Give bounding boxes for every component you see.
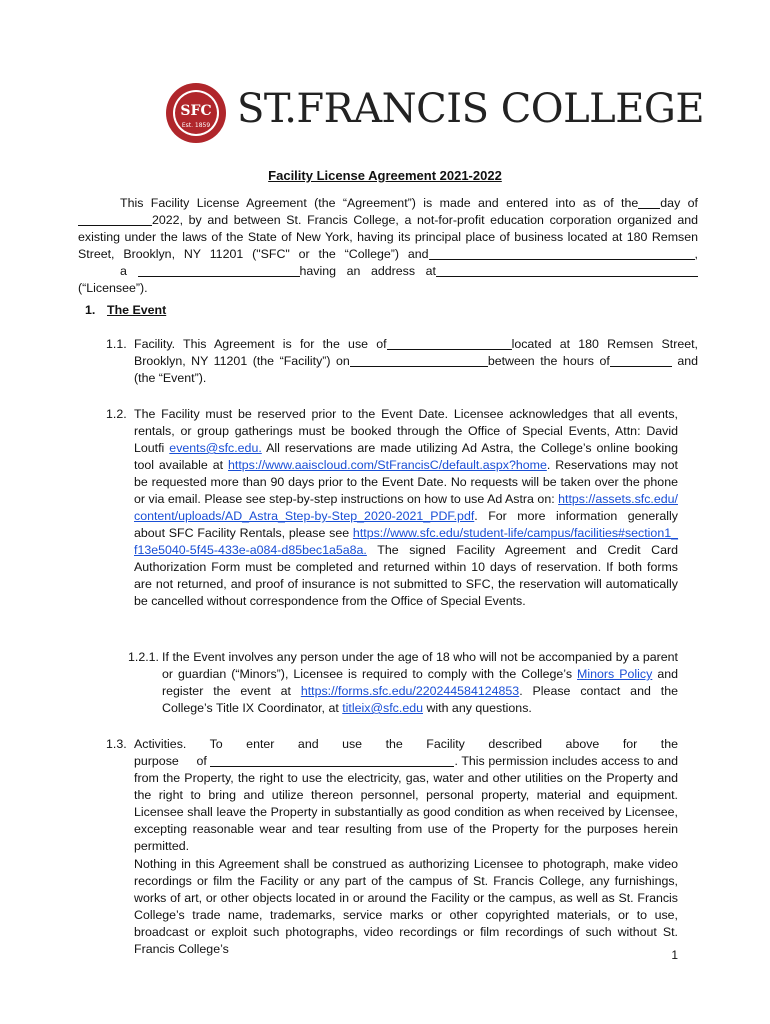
clause-1-2-1-number: 1.2.1. xyxy=(128,650,160,664)
college-logo xyxy=(165,82,705,144)
clause-1-2-text-3: . Reservations may not be requested more than 90 days prior to the Event Date. No requests will be taken over the phone or via email. Please see step-by-step instructions on how to use Ad Astra on: xyxy=(134,458,678,506)
clause-1-1 xyxy=(134,336,698,387)
clause-1-3-text-2: . This permission includes access to and from the Property, the right to use the electricity, gas, water and other utilities on the Property and the right to bring and utilize thereon personnel, personal property, material and equipment. Licensee shall leave the Property in substantially as good condition as when received by Licensee, excepting reasonable wear and tear resulting from use of the Property for the purposes herein permitted. xyxy=(134,754,678,853)
intro-text-4: , xyxy=(694,247,698,261)
clause-1-3-text-1: Activities. To enter and use the Facility described above for the purpose of xyxy=(134,737,678,768)
ad-astra-instructions-link[interactable]: https://assets.sfc.edu/content/uploads/AD_Astra_Step-by-Step_2020-2021_PDF.pdf xyxy=(134,492,678,523)
ad-astra-link[interactable]: https://www.aaiscloud.com/StFrancisC/default.aspx?home xyxy=(227,458,547,472)
intro-paragraph xyxy=(78,195,698,297)
facility-blank[interactable] xyxy=(387,337,512,350)
clause-1-2-text-2: All reservations are made utilizing Ad Astra, the College’s online booking tool available at xyxy=(134,441,678,472)
document-title: Facility License Agreement 2021-2022 xyxy=(268,168,502,183)
college-name: ST.FRANCIS COLLEGE xyxy=(237,86,705,132)
special-events-email-link[interactable]: events@sfc.edu. xyxy=(169,441,262,455)
title-ix-email-link[interactable]: titleix@sfc.edu xyxy=(342,701,423,715)
clause-1-1-text-e: (the “Event”). xyxy=(134,371,207,385)
clause-1-2-text-4: . For more information generally about SFC Facility Rentals, please see xyxy=(134,509,678,540)
licensee-name-blank[interactable] xyxy=(429,247,695,260)
college-seal-icon xyxy=(165,82,227,144)
minors-policy-link[interactable]: Minors Policy xyxy=(577,667,653,681)
clause-1-2-1-text-2: and register the event at xyxy=(162,667,678,698)
intro-text-3: 2022, by and between St. Francis College, a not-for-profit education corporation organized and existing under the laws of the State of New York, having its principal place of business located at 180 Remsen Street, Brooklyn, NY 11201 ("SFC" or the “College”) and xyxy=(78,213,698,261)
clause-1-1-text-c: between the hours of xyxy=(487,354,610,368)
clause-1-3 xyxy=(134,736,678,855)
clause-1-2-1-text-1: If the Event involves any person under the age of 18 who will not be accompanied by a parent or guardian (“Minors”), Licensee is required to comply with the College’s xyxy=(162,650,678,681)
start-time-blank[interactable] xyxy=(610,354,672,367)
seal-est: Est. 1859 xyxy=(181,122,211,129)
register-event-link[interactable]: https://forms.sfc.edu/220244584124853 xyxy=(300,684,520,698)
purpose-blank[interactable] xyxy=(210,754,454,767)
seal-monogram: SFC xyxy=(180,103,212,119)
clause-1-2-text-1: The Facility must be reserved prior to the Event Date. Licensee acknowledges that all events, rentals, or group gatherings must be booked through the Office of Special Events, Attn: David Loutfi xyxy=(134,407,678,455)
intro-text-2: day of xyxy=(660,196,698,210)
clause-1-2-1-text-3: . Please contact and the College’s Title IX Coordinator, at xyxy=(162,684,678,715)
section-1-heading: The Event xyxy=(107,303,167,317)
clause-1-2-1 xyxy=(162,649,678,717)
clause-1-3-paragraph-2: Nothing in this Agreement shall be construed as authorizing Licensee to photograph, make video recordings or film the Facility or any part of the campus of St. Francis College, any furnishings, works of art, or other objects located in or around the Facility or the campus, as well as St. Francis College’s trade name, trademarks, service marks or other copyrighted materials, or to use, broadcast or exploit such photographs, video recordings or film recordings of such without St. Francis College’s xyxy=(134,857,678,956)
event-date-blank[interactable] xyxy=(350,354,488,367)
intro-text-1: This Facility License Agreement (the “Agreement”) is made and entered into as of the xyxy=(120,196,639,210)
intro-text-7: (“Licensee”). xyxy=(78,281,148,295)
intro-text-5: a xyxy=(120,264,127,278)
clause-1-2-text-5: The signed Facility Agreement and Credit Card Authorization Form must be completed and returned within 10 days of reservation. If both forms are not returned, and proof of insurance is not submitted to SFC, the reservation will automatically be cancelled without correspondence from the Office of Special Events. xyxy=(134,543,679,608)
section-1-number: 1. xyxy=(85,303,96,317)
month-blank[interactable] xyxy=(78,213,152,226)
clause-1-1-number: 1.1. xyxy=(106,337,127,351)
address-blank[interactable] xyxy=(436,264,698,277)
clause-1-2 xyxy=(134,406,678,610)
day-blank[interactable] xyxy=(638,196,660,209)
clause-1-3-number: 1.3. xyxy=(106,737,127,751)
page-number: 1 xyxy=(671,948,678,962)
clause-1-1-text-b: located at 180 Remsen Street, Brooklyn, NY 11201 (the “Facility”) on xyxy=(134,337,698,368)
intro-text-6: having an address at xyxy=(299,264,436,278)
clause-1-2-number: 1.2. xyxy=(106,407,127,421)
clause-1-1-text-a: Facility. This Agreement is for the use of xyxy=(134,337,387,351)
licensee-type-blank[interactable] xyxy=(138,264,300,277)
clause-1-2-1-text-4: with any questions. xyxy=(426,701,532,715)
clause-1-1-text-d: and xyxy=(677,354,698,368)
facilities-page-link[interactable]: https://www.sfc.edu/student-life/campus/facilities#section1_f13e5040-5f45-433e-a084-d85bec1a5a8a. xyxy=(134,526,678,557)
